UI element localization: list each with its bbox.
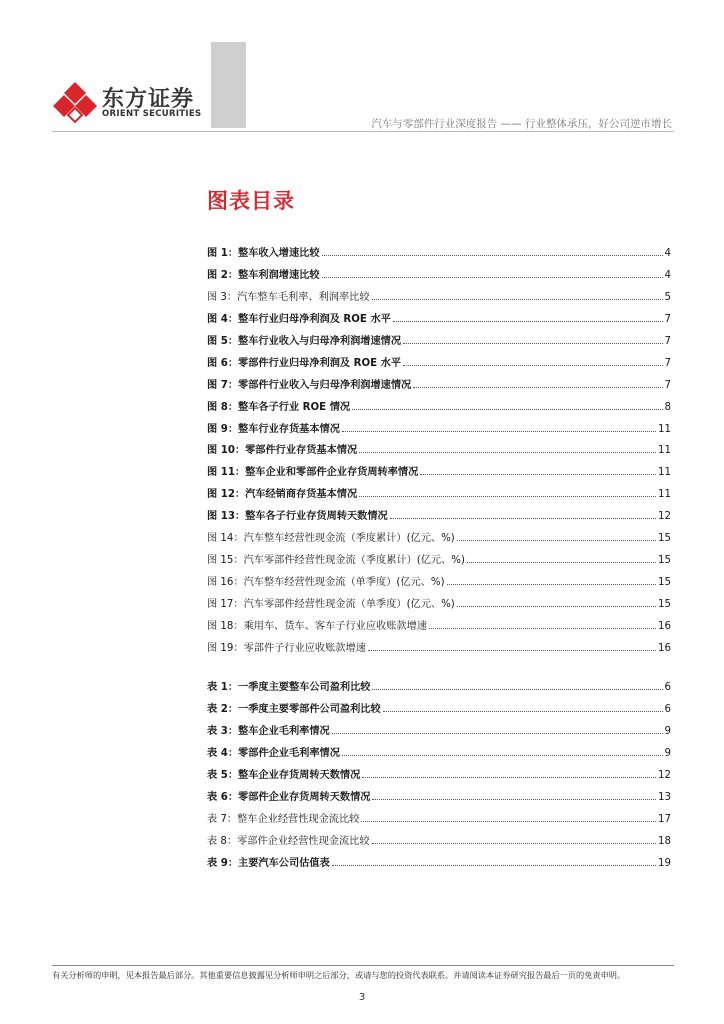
toc-entry-label: 表 3：整车企业毛利率情况 xyxy=(207,725,330,737)
toc-leader-dots xyxy=(372,285,663,300)
toc-entry-label: 图 3：汽车整车毛利率、利润率比较 xyxy=(207,291,370,303)
toc-entry[interactable] xyxy=(207,526,671,548)
toc-entry-label: 表 2：一季度主要零部件公司盈利比较 xyxy=(207,703,381,715)
toc-leader-dots xyxy=(342,741,663,756)
toc-leader-dots xyxy=(457,592,656,607)
toc-entry[interactable] xyxy=(207,351,671,373)
toc-entry-label: 表 4：零部件企业毛利率情况 xyxy=(207,747,340,759)
toc-leader-dots xyxy=(403,329,663,344)
toc-leader-dots xyxy=(383,697,663,712)
toc-entry-label: 表 6：零部件企业存货周转天数情况 xyxy=(207,791,371,803)
header-divider xyxy=(52,131,674,132)
toc-entry-page: 19 xyxy=(658,857,671,869)
toc-leader-dots xyxy=(322,263,663,278)
header-decor-bar xyxy=(211,42,246,128)
toc-leader-dots xyxy=(372,675,662,690)
toc-entry-label: 图 10：零部件行业存货基本情况 xyxy=(207,445,358,457)
toc-entry-page: 7 xyxy=(664,313,671,325)
toc-entry-label: 图 2：整车利润增速比较 xyxy=(207,269,320,281)
toc-leader-dots xyxy=(390,504,656,519)
logo-english-name: ORIENT SECURITIES xyxy=(102,109,202,119)
toc-entry[interactable] xyxy=(207,675,671,697)
toc-leader-dots xyxy=(413,373,662,388)
toc-entry[interactable] xyxy=(207,504,671,526)
toc-entry[interactable] xyxy=(207,785,671,807)
toc-leader-dots xyxy=(429,614,656,629)
footer-disclaimer: 有关分析师的申明，见本报告最后部分。其他重要信息披露见分析师申明之后部分，或请与您的投资代表联系。并请阅读本证券研究报告最后一页的免责申明。 xyxy=(52,970,626,980)
toc-entry-label: 图 1：整车收入增速比较 xyxy=(207,248,320,259)
toc-entry-label: 图 7：零部件行业收入与归母净利润增速情况 xyxy=(207,379,412,391)
toc-entry[interactable] xyxy=(207,263,671,285)
toc-entry-page: 11 xyxy=(658,489,671,501)
toc-entry-label: 图 19：零部件子行业应收账款增速 xyxy=(207,642,366,654)
toc-entry[interactable] xyxy=(207,285,671,307)
toc-entry[interactable] xyxy=(207,697,671,719)
toc-entry[interactable] xyxy=(207,829,671,851)
toc-leader-dots xyxy=(393,307,663,322)
toc-entry[interactable] xyxy=(207,570,671,592)
toc-leader-dots xyxy=(372,785,656,800)
toc-leader-dots xyxy=(342,417,656,432)
toc-entry-label: 图 8：整车各子行业 ROE 情况 xyxy=(207,401,351,413)
page-title: 图表目录 xyxy=(207,189,295,213)
toc-entry-page: 7 xyxy=(664,357,671,369)
toc-entry-page: 16 xyxy=(658,620,671,632)
toc-entry-label: 图 6：零部件行业归母净利润及 ROE 水平 xyxy=(207,357,402,369)
toc-entry-label: 图 15：汽车零部件经营性现金流（季度累计）(亿元、%) xyxy=(207,555,465,567)
toc-entry[interactable] xyxy=(207,636,671,658)
toc-entry-page: 13 xyxy=(658,791,671,803)
toc-entry[interactable] xyxy=(207,614,671,636)
toc-entry[interactable] xyxy=(207,438,671,460)
toc-leader-dots xyxy=(332,719,663,734)
toc-leader-dots xyxy=(322,241,663,256)
toc-leader-dots xyxy=(403,351,663,366)
toc-entry[interactable] xyxy=(207,417,671,439)
toc-entry-page: 11 xyxy=(658,467,671,479)
table-list xyxy=(207,675,671,872)
toc-entry[interactable] xyxy=(207,741,671,763)
toc-leader-dots xyxy=(362,763,656,778)
toc-entry-page: 17 xyxy=(658,813,671,825)
toc-entry[interactable] xyxy=(207,241,671,263)
toc-leader-dots xyxy=(457,526,656,541)
toc-leader-dots xyxy=(332,851,656,866)
toc-entry[interactable] xyxy=(207,548,671,570)
toc-entry[interactable] xyxy=(207,482,671,504)
toc-entry-page: 7 xyxy=(664,335,671,347)
toc-entry-page: 11 xyxy=(658,445,671,457)
toc-entry[interactable] xyxy=(207,851,671,873)
toc-entry[interactable] xyxy=(207,807,671,829)
toc-entry-page: 18 xyxy=(658,835,671,847)
toc-leader-dots xyxy=(361,807,656,822)
toc-entry-label: 图 11：整车企业和零部件企业存货周转率情况 xyxy=(207,467,419,479)
toc-leader-dots xyxy=(359,438,656,453)
toc-leader-dots xyxy=(372,829,657,844)
logo-chinese-name: 东方证券 xyxy=(102,87,195,112)
toc-entry-label: 图 12：汽车经销商存货基本情况 xyxy=(207,489,358,501)
toc-entry-label: 表 1：一季度主要整车公司盈利比较 xyxy=(207,682,371,693)
toc-entry-page: 9 xyxy=(664,747,671,759)
toc-leader-dots xyxy=(359,482,656,497)
toc-entry[interactable] xyxy=(207,460,671,482)
toc-entry-label: 表 5：整车企业存货周转天数情况 xyxy=(207,769,361,781)
report-header-title: 汽车与零部件行业深度报告 —— 行业整体承压，好公司逆市增长 xyxy=(371,118,672,130)
toc-entry[interactable] xyxy=(207,395,671,417)
toc-leader-dots xyxy=(352,395,662,410)
toc-entry-page: 15 xyxy=(658,599,671,610)
toc-entry-page: 8 xyxy=(664,401,671,413)
toc-entry-label: 图 9：整车行业存货基本情况 xyxy=(207,423,340,435)
company-logo xyxy=(52,80,212,124)
toc-entry-page: 4 xyxy=(664,269,671,281)
toc-entry-page: 12 xyxy=(658,769,671,781)
toc-entry-page: 15 xyxy=(658,533,671,545)
toc-entry-page: 4 xyxy=(664,248,671,259)
toc-leader-dots xyxy=(420,460,656,475)
toc-entry-label: 图 16：汽车整车经营性现金流（单季度）(亿元、%) xyxy=(207,577,445,589)
toc-entry-page: 5 xyxy=(664,291,671,303)
toc-entry-page: 12 xyxy=(658,511,671,523)
toc-entry-label: 图 5：整车行业收入与归母净利润增速情况 xyxy=(207,335,402,347)
toc-leader-dots xyxy=(447,570,656,585)
toc-entry-label: 图 18：乘用车、货车、客车子行业应收账款增速 xyxy=(207,620,427,632)
toc-leader-dots xyxy=(368,636,656,651)
footer-divider xyxy=(52,965,674,966)
toc-entry[interactable] xyxy=(207,763,671,785)
toc-entry[interactable] xyxy=(207,307,671,329)
page-number: 3 xyxy=(358,992,366,1003)
figure-list xyxy=(207,241,671,658)
toc-entry[interactable] xyxy=(207,592,671,614)
toc-entry-page: 15 xyxy=(658,577,671,589)
toc-entry-label: 表 7：整车企业经营性现金流比较 xyxy=(207,813,360,825)
toc-entry-label: 表 8：零部件企业经营性现金流比较 xyxy=(207,835,370,847)
orient-logo-icon xyxy=(52,80,98,124)
toc-entry-label: 图 13：整车各子行业存货周转天数情况 xyxy=(207,511,388,523)
toc-entry[interactable] xyxy=(207,373,671,395)
toc-entry[interactable] xyxy=(207,719,671,741)
toc-entry-page: 9 xyxy=(664,725,671,737)
toc-entry-page: 7 xyxy=(664,379,671,391)
toc-entry-label: 图 17：汽车零部件经营性现金流（单季度）(亿元、%) xyxy=(207,599,455,610)
toc-entry-page: 11 xyxy=(658,423,671,435)
toc-entry[interactable] xyxy=(207,329,671,351)
toc-entry-page: 6 xyxy=(664,703,671,715)
toc-entry-label: 图 14：汽车整车经营性现金流（季度累计）(亿元、%) xyxy=(207,533,455,545)
toc-entry-label: 图 4：整车行业归母净利润及 ROE 水平 xyxy=(207,313,391,325)
toc-entry-page: 15 xyxy=(658,555,671,567)
toc-leader-dots xyxy=(467,548,656,563)
toc-entry-page: 6 xyxy=(664,682,671,693)
toc-entry-label: 表 9：主要汽车公司估值表 xyxy=(207,857,330,869)
toc-entry-page: 16 xyxy=(658,642,671,654)
